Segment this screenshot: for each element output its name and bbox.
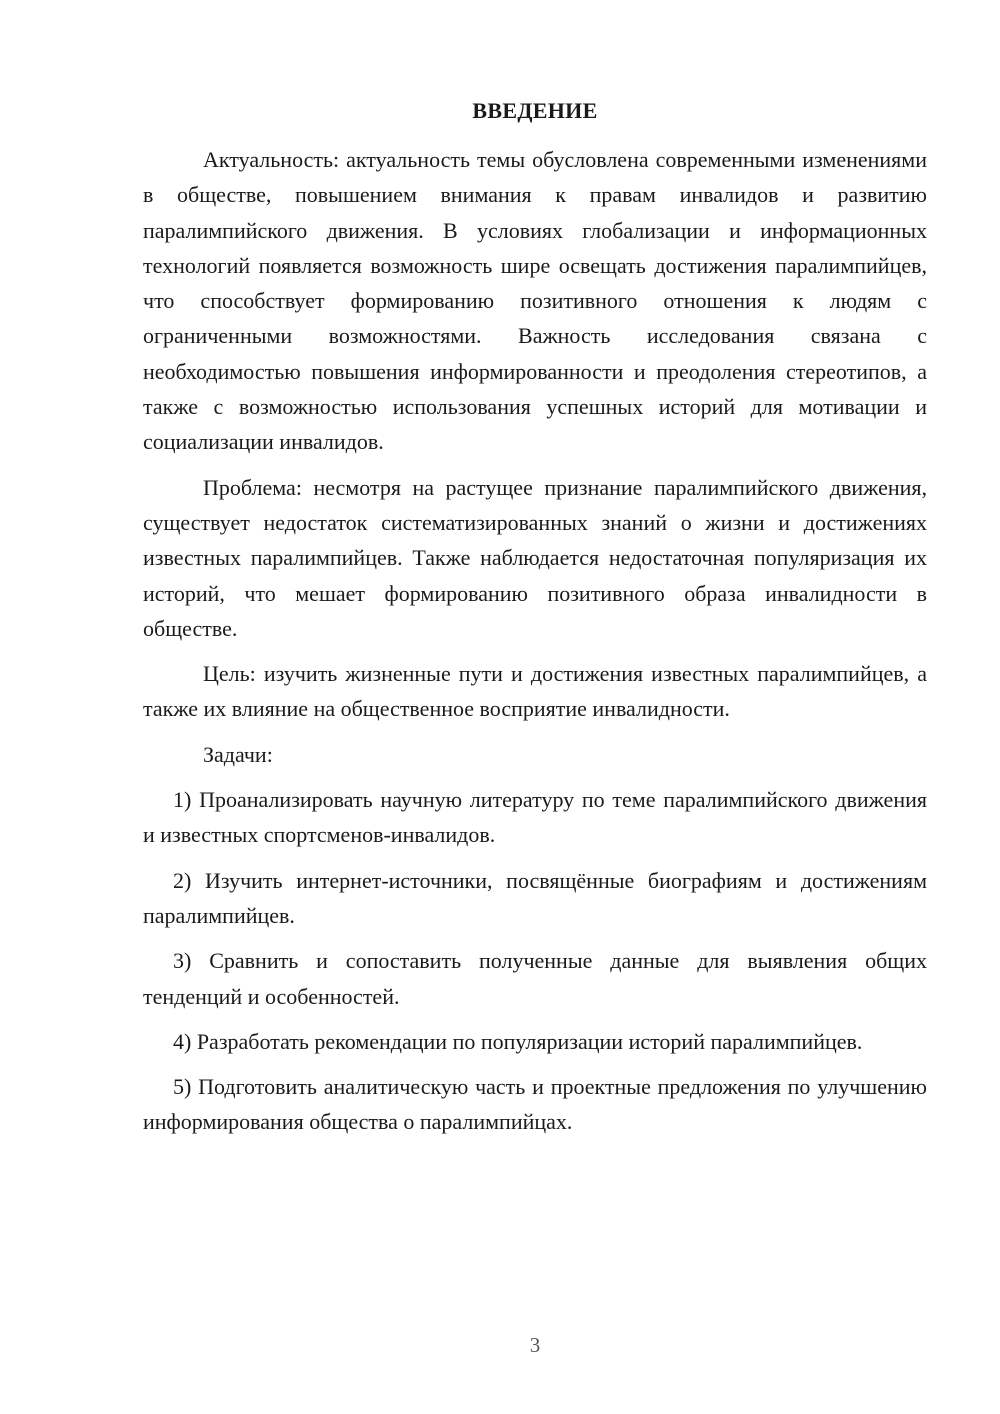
tasks-label: Задачи:	[203, 741, 273, 767]
relevance-paragraph: Актуальность: актуальность темы обусловлена современными изменениями в обществе, повышением внимания к правам инвалидов и развитию паралимпийского движения. В условиях глобализации и информационных технологий появляется возможность шире освещать достижения паралимпийцев, что способствует формированию позитивного отношения к людям с ограниченными возможностями. Важность исследования связана с необходимостью повышения информированности и преодоления стереотипов, а также с возможностью использования успешных историй для мотивации и социализации инвалидов.	[143, 147, 927, 455]
section-heading: ВВЕДЕНИЕ	[472, 98, 598, 123]
page-number: 3	[529, 1333, 541, 1357]
task-item: 3) Сравнить и сопоставить полученные данные для выявления общих тенденций и особенностей.	[143, 948, 927, 1009]
task-item: 5) Подготовить аналитическую часть и проектные предложения по улучшению информирования общества о паралимпийцах.	[143, 1074, 927, 1135]
document-body	[143, 142, 927, 1150]
task-item: 4) Разработать рекомендации по популяризации историй паралимпийцев.	[173, 1028, 863, 1054]
goal-paragraph: Цель: изучить жизненные пути и достижения известных паралимпийцев, а также их влияние на общественное восприятие инвалидности.	[143, 661, 927, 722]
task-item: 2) Изучить интернет-источники, посвящённые биографиям и достижениям паралимпийцев.	[143, 867, 927, 928]
task-item: 1) Проанализировать научную литературу по теме паралимпийского движения и известных спортсменов-инвалидов.	[143, 787, 927, 848]
problem-paragraph: Проблема: несмотря на растущее признание паралимпийского движения, существует недостаток систематизированных знаний о жизни и достижениях известных паралимпийцев. Также наблюдается недостаточная популяризация их историй, что мешает формированию позитивного образа инвалидности в обществе.	[143, 474, 927, 641]
